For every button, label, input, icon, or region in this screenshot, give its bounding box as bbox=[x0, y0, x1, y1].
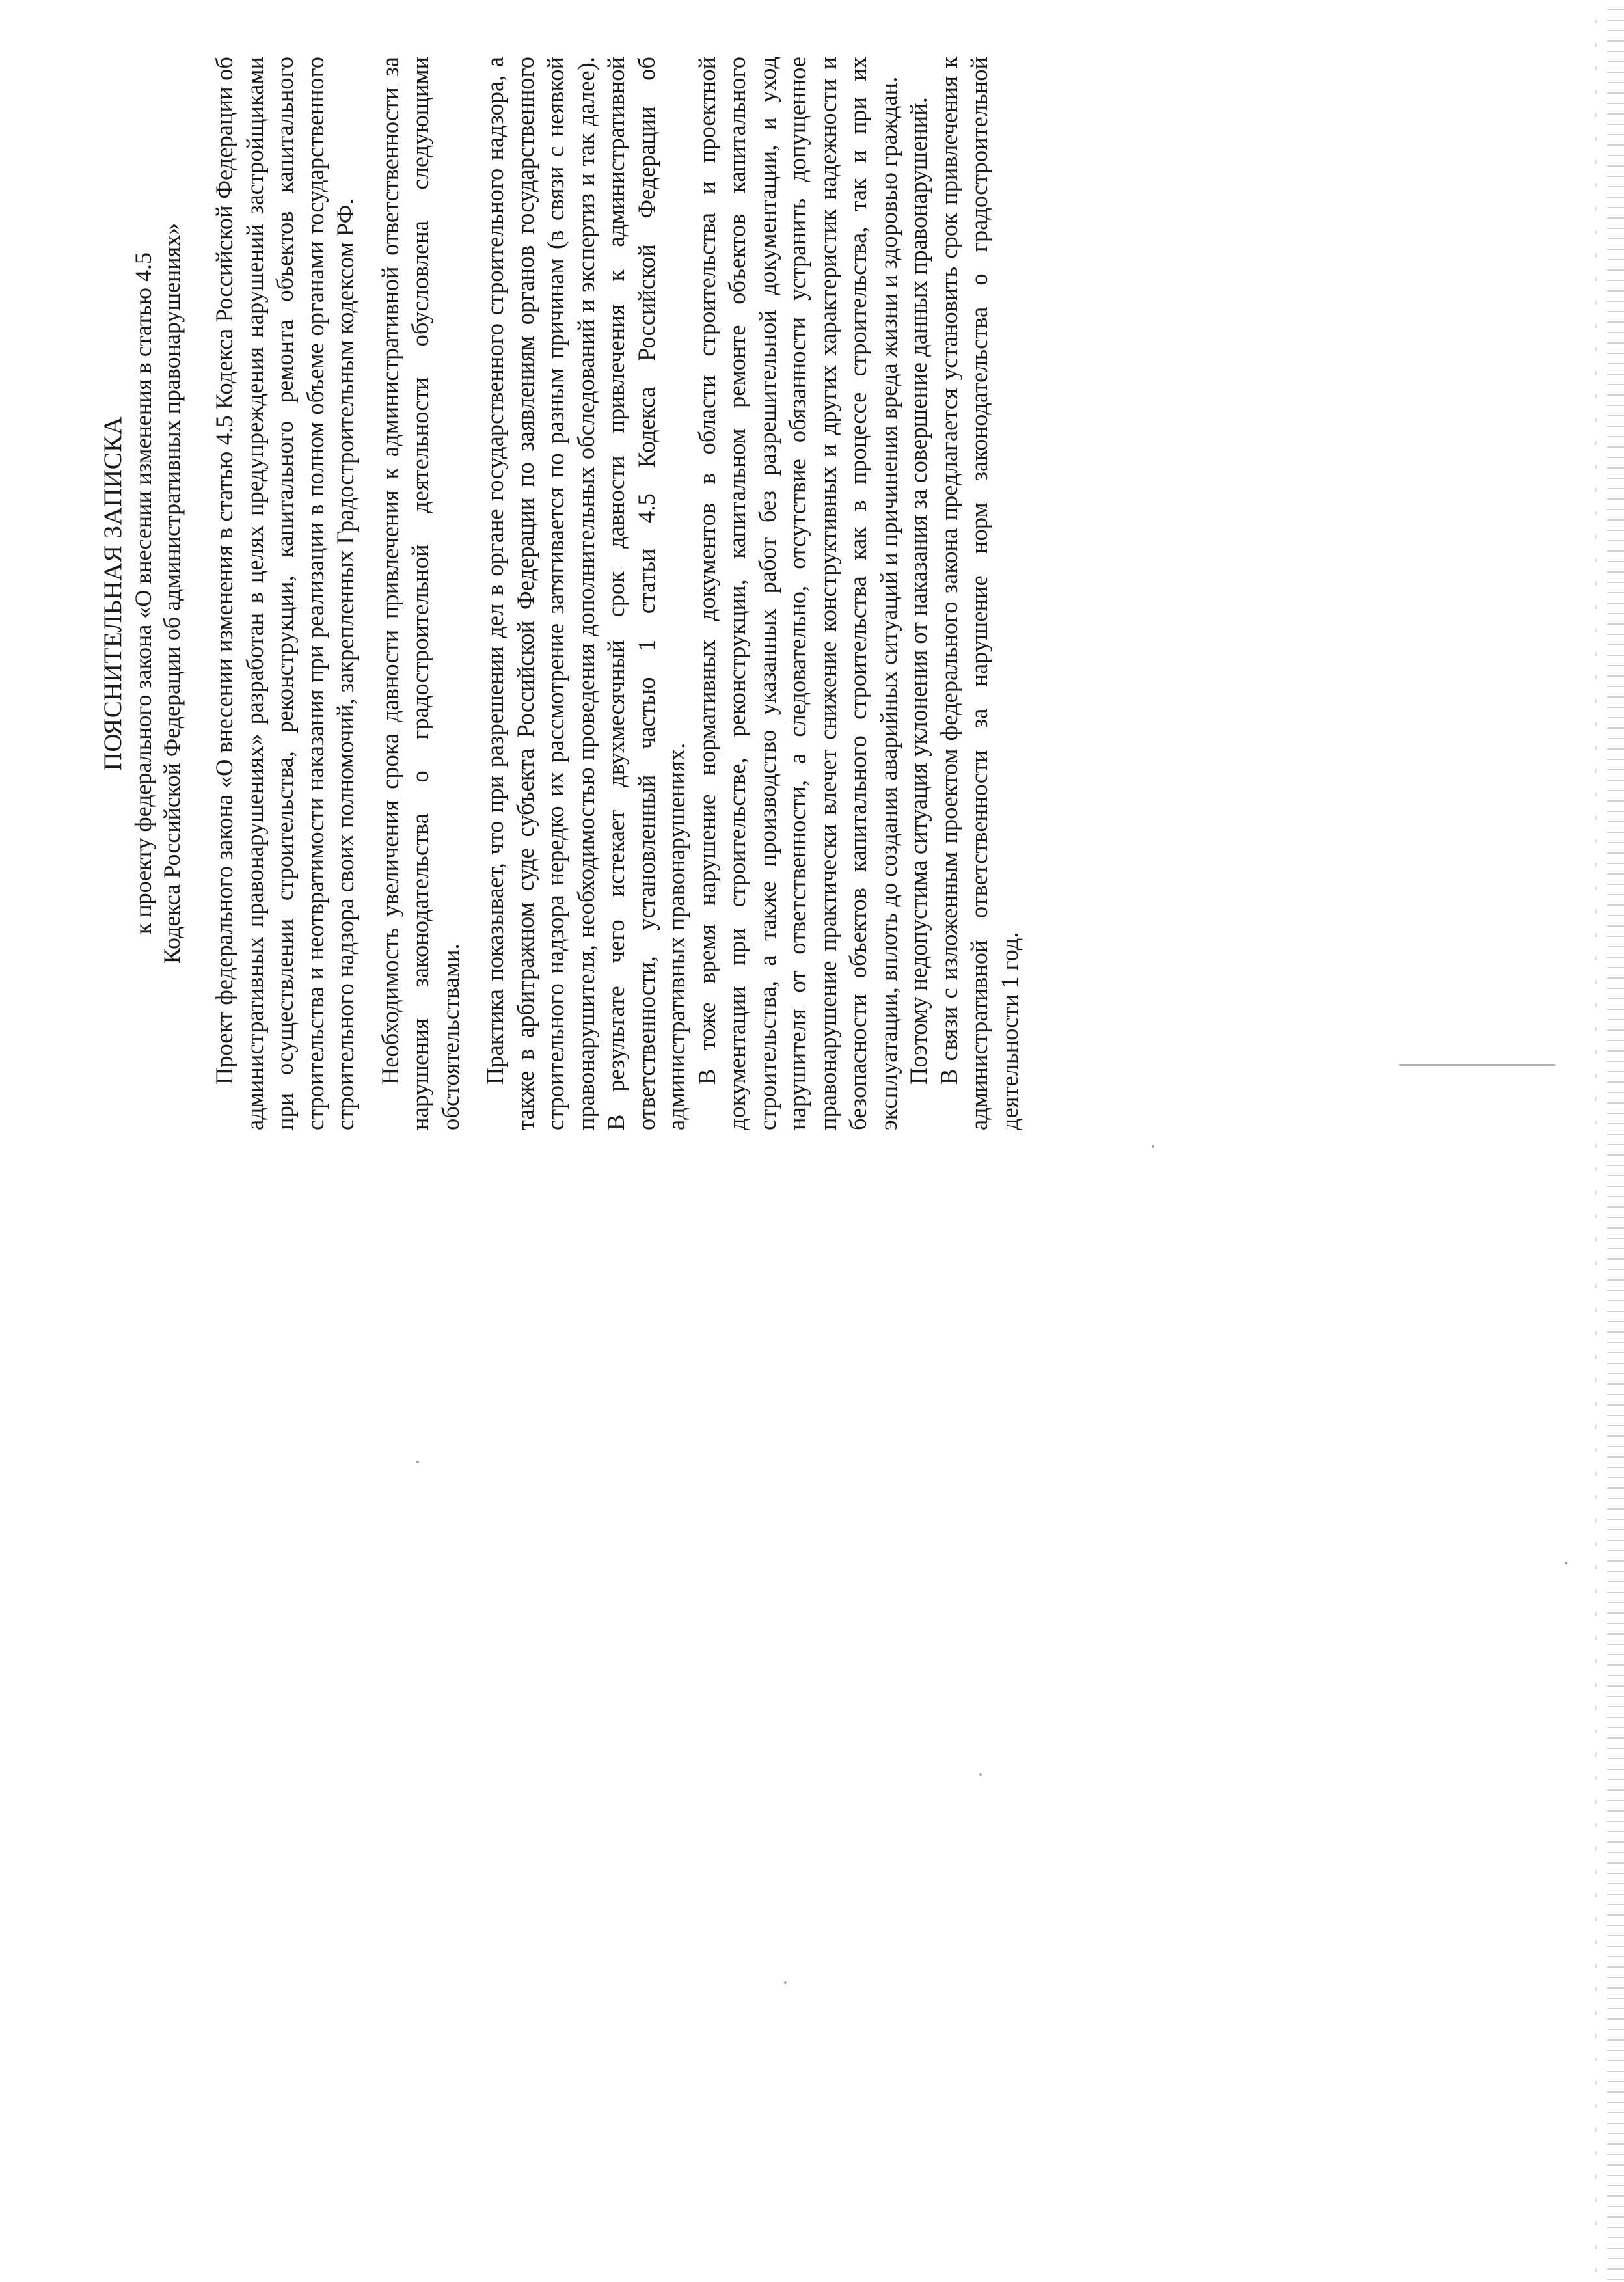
document-subtitle-line-2: Кодекса Российской Федерации об административных правонарушениях» bbox=[159, 223, 185, 964]
scan-speck bbox=[979, 1773, 982, 1776]
paragraph-practice: Практика показывает, что при разрешении дел в органе государственного строительного надзора, а также в арбитражном суде субъекта Российской Федерации по заявлениям органов государственного строительного надзора нередко их рассмотрение затягивается по разным причинам (в связи с неявкой правонарушителя, необходимостью проведения дополнительных обследований и экспертиз и так далее). В результате чего истекает двухмесячный срок давности привлечения к административной ответственности, установленный частью 1 статьи 4.5 Кодекса Российской Федерации об административных правонарушениях. bbox=[481, 57, 690, 1130]
paragraph-necessity: Необходимость увеличения срока давности привлечения к административной ответственности за нарушения законодательства о градостроительной деятельности обусловлена следующими обстоятельствами. bbox=[376, 57, 464, 1130]
explanatory-note bbox=[98, 57, 1025, 1130]
scan-mark bbox=[1399, 1064, 1555, 1066]
scan-edge-artifact-secondary bbox=[1595, 0, 1597, 2282]
document-subtitle-line-1: к проекту федерального закона «О внесении изменения в статью 4.5 bbox=[130, 252, 156, 935]
paragraph-proposal: В связи с изложенным проектом федерального закона предлагается установить срок привлечения к административной ответственности за нарушение норм законодательства о градостроительной деятельности 1 год. bbox=[935, 57, 1023, 1130]
document-title: ПОЯСНИТЕЛЬНАЯ ЗАПИСКА bbox=[99, 416, 127, 771]
scan-speck bbox=[416, 1461, 419, 1463]
scan-speck bbox=[1565, 1562, 1567, 1564]
paragraph-violations: В тоже время нарушение нормативных документов в области строительства и проектной документации при строительстве, реконструкции, капитальном ремонте объектов капитального строительства, а также производство указанных работ без разрешительной документации, и уход нарушителя от ответственности, а следовательно, отсутствие обязанности устранить допущенное правонарушение практически влечет снижение конструктивных и других характеристик надежности и безопасности объектов капитального строительства как в процессе строительства, так и при их эксплуатации, вплоть до создания аварийных ситуаций и причинения вреда жизни и здоровью граждан. bbox=[693, 57, 902, 1130]
scan-edge-artifact bbox=[1607, 0, 1624, 2282]
paragraph-inadmissibility: Поэтому недопустима ситуация уклонения от наказания за совершение данных правонарушений. bbox=[905, 97, 932, 1085]
scan-speck bbox=[784, 1981, 787, 1984]
paragraph-purpose: Проект федерального закона «О внесении изменения в статью 4.5 Кодекса Российской Федерации об административных правонарушениях» разработан в целях предупреждения нарушений застройщиками при осуществлении строительства, реконструкции, капитального ремонта объектов капитального строительства и неотвратимости наказания при реализации в полном объеме органами государственного строительного надзора своих полномочий, закрепленных Градостроительным кодексом РФ. bbox=[211, 57, 359, 1130]
scan-speck bbox=[1152, 1145, 1154, 1148]
